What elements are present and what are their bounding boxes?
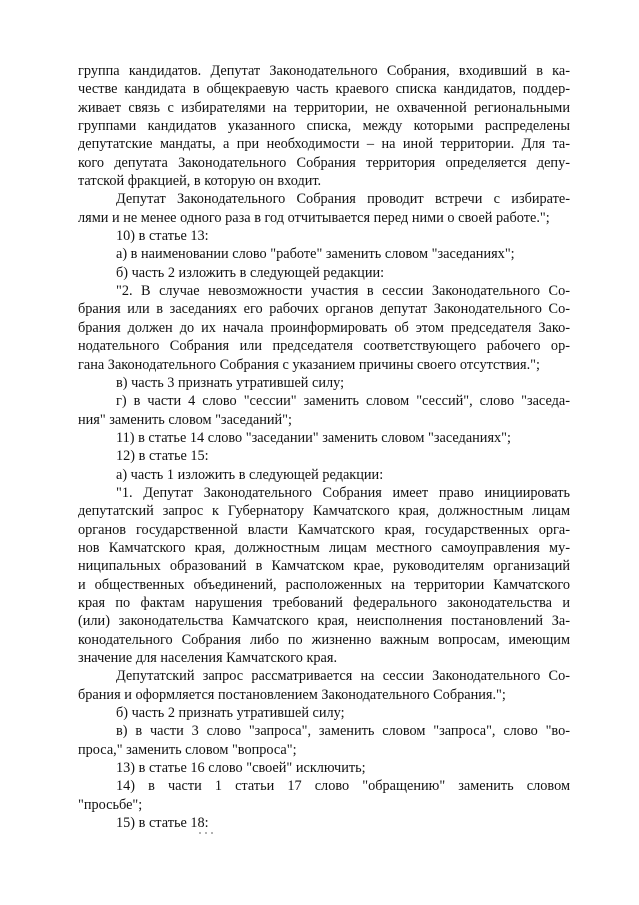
- text-line: честве кандидата в общекраевую часть краевого списка кандидатов, поддер-: [78, 81, 570, 98]
- text-line: брания или в заседаниях его рабочих органов депутат Законодательного Со-: [78, 301, 570, 318]
- text-line: "просьбе";: [78, 796, 143, 813]
- text-line: Депутат Законодательного Собрания проводит встречи с избирате-: [116, 191, 570, 208]
- text-line: брания и оформляется постановлением Законодательного Собрания.";: [78, 686, 506, 703]
- text-line: "2. В случае невозможности участия в сессии Законодательного Со-: [116, 283, 570, 300]
- text-line: а) часть 1 изложить в следующей редакции:: [116, 466, 384, 483]
- scan-specks: [199, 832, 213, 835]
- text-line: (или) законодательства Камчатского края, неисполнения постановлений За-: [78, 613, 570, 630]
- document-body: [78, 62, 570, 832]
- text-line: 10) в статье 13:: [116, 228, 209, 245]
- text-line: депутатские мандаты, а при необходимости – на иной территории. Для та-: [78, 136, 570, 153]
- text-line: нов Камчатского края, должностным лицам местного самоуправления му-: [78, 539, 570, 556]
- text-line: значение для населения Камчатского края.: [78, 650, 338, 666]
- text-line: "1. Депутат Законодательного Собрания имеет право инициировать: [116, 484, 570, 501]
- text-line: 14) в части 1 статьи 17 слово "обращению" заменить словом: [116, 778, 570, 795]
- text-line: органов государственной власти Камчатского края, государственных орга-: [78, 521, 570, 538]
- text-line: брания должен до их начала проинформировать об этом председателя Зако-: [78, 319, 570, 336]
- text-line: гана Законодательного Собрания с указанием причины своего отсутствия.";: [78, 356, 540, 373]
- text-line: ниципальных образований в Камчатском крае, руководителям организаций: [78, 558, 570, 575]
- text-line: проса," заменить словом "вопроса";: [78, 741, 297, 758]
- text-line: г) в части 4 слово "сессии" заменить словом "сессий", слово "заседа-: [116, 393, 570, 410]
- text-line: группа кандидатов. Депутат Законодательного Собрания, входивший в ка-: [78, 63, 570, 79]
- text-line: 12) в статье 15:: [116, 448, 209, 465]
- text-line: конодательного Собрания либо по жизненно важным вопросам, имеющим: [78, 631, 570, 648]
- text-line: в) в части 3 слово "запроса", заменить словом "запроса", слово "во-: [116, 723, 570, 740]
- text-line: кого депутата Законодательного Собрания территория определяется депу-: [78, 154, 570, 171]
- text-line: 15) в статье 18:: [116, 815, 209, 832]
- text-line: в) часть 3 признать утратившей силу;: [116, 374, 345, 391]
- text-line: а) в наименовании слово "работе" заменить словом "заседаниях";: [116, 246, 515, 263]
- text-line: б) часть 2 признать утратившей силу;: [116, 705, 345, 722]
- text-line: живает связь с избирателями на территории, не охваченной региональными: [78, 99, 570, 116]
- text-line: 13) в статье 16 слово "своей" исключить;: [116, 760, 366, 777]
- text-line: б) часть 2 изложить в следующей редакции:: [116, 264, 385, 281]
- text-line: края по фактам нарушения требований федерального законодательства и: [78, 594, 570, 611]
- text-line: татской фракцией, в которую он входит.: [78, 173, 322, 190]
- text-line: ния" заменить словом "заседаний";: [78, 411, 292, 428]
- text-line: и общественных объединений, расположенных на территории Камчатского: [78, 576, 570, 593]
- text-line: депутатский запрос к Губернатору Камчатского края, должностным лицам: [78, 503, 570, 520]
- text-line: 11) в статье 14 слово "заседании" заменить словом "заседаниях";: [116, 429, 511, 446]
- text-line: Депутатский запрос рассматривается на сессии Законодательного Со-: [116, 668, 570, 685]
- text-line: группами кандидатов указанного списка, между которыми распределены: [78, 118, 570, 135]
- text-line: лями и не менее одного раза в год отчитывается перед ними о своей работе.";: [78, 209, 550, 226]
- text-line: нодательного Собрания или председателя соответствующего рабочего ор-: [78, 338, 570, 355]
